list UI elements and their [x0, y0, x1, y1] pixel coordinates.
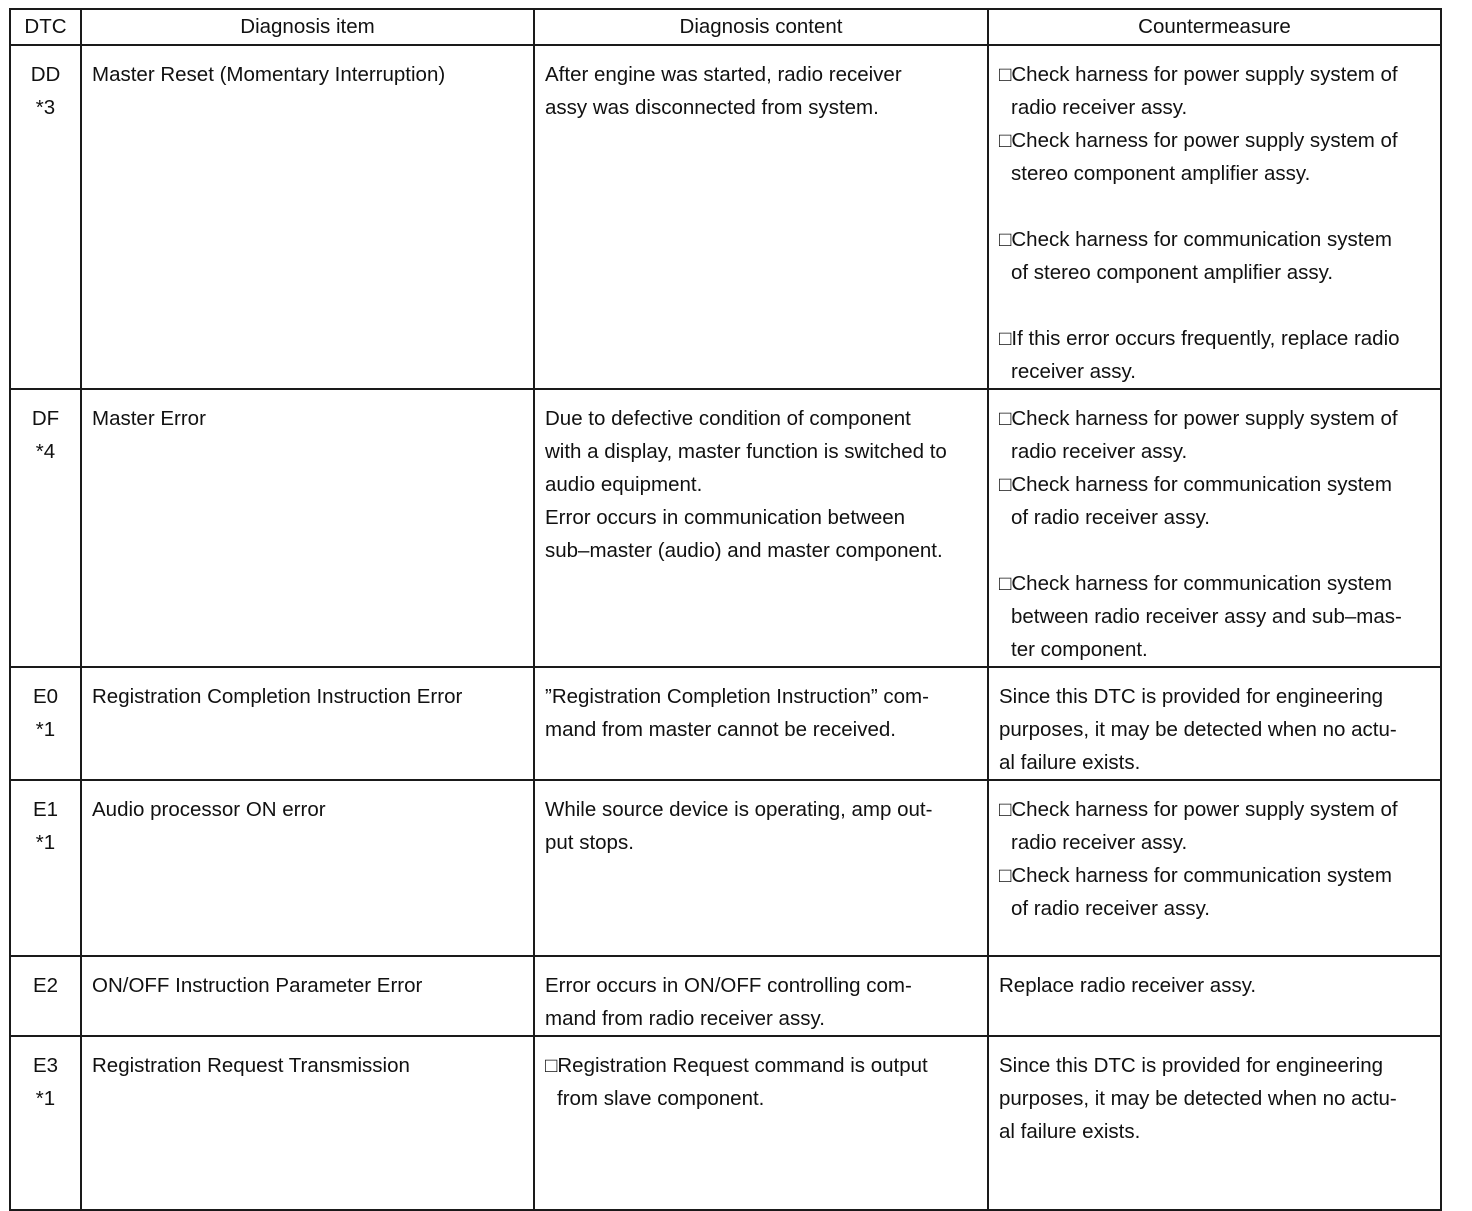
- diagnosis-content: ”Registration Completion Instruction” com- mand from master cannot be received.: [534, 667, 988, 780]
- countermeasure-item: □Check harness for communication system of radio receiver assy.: [999, 864, 1392, 920]
- countermeasure: [988, 780, 1441, 956]
- dtc-code-cell: [10, 667, 81, 780]
- diagnosis-content: After engine was started, radio receiver assy was disconnected from system.: [534, 45, 988, 389]
- countermeasure: Replace radio receiver assy.: [988, 956, 1441, 1036]
- countermeasure: [988, 45, 1441, 389]
- dtc-code: DD: [30, 63, 61, 86]
- dtc-code-cell: [10, 956, 81, 1036]
- table-row: [10, 1036, 1441, 1210]
- countermeasure-item: □Check harness for power supply system of radio receiver assy.: [999, 407, 1398, 463]
- dtc-note: *1: [35, 718, 56, 741]
- diagnosis-item: Audio processor ON error: [81, 780, 534, 956]
- countermeasure: Since this DTC is provided for engineering purposes, it may be detected when no actu- al failure exists.: [988, 667, 1441, 780]
- countermeasure: [988, 389, 1441, 667]
- diagnosis-item: Master Error: [81, 389, 534, 667]
- table-row: [10, 389, 1441, 667]
- header-countermeasure: Countermeasure: [988, 9, 1441, 45]
- dtc-code-cell: [10, 1036, 81, 1210]
- countermeasure-item: □Check harness for communication system of stereo component amplifier assy.: [999, 228, 1392, 284]
- header-dtc: DTC: [10, 9, 81, 45]
- table-row: [10, 45, 1441, 389]
- dtc-code-cell: [10, 389, 81, 667]
- dtc-code-cell: [10, 45, 81, 389]
- header-diagnosis-content: Diagnosis content: [534, 9, 988, 45]
- dtc-code: DF: [31, 407, 60, 430]
- diagnosis-item: ON/OFF Instruction Parameter Error: [81, 956, 534, 1036]
- diagnosis-content: Due to defective condition of component with a display, master function is switched to audio equipment. Error occurs in communication between sub–master (audio) and master component.: [534, 389, 988, 667]
- dtc-code: E3: [32, 1054, 59, 1077]
- diagnosis-item: Registration Completion Instruction Error: [81, 667, 534, 780]
- table-row: [10, 780, 1441, 956]
- countermeasure: Since this DTC is provided for engineering purposes, it may be detected when no actu- al failure exists.: [988, 1036, 1441, 1210]
- dtc-note: *4: [35, 440, 56, 463]
- dtc-code: E2: [32, 974, 59, 997]
- countermeasure-item: □Check harness for communication system of radio receiver assy.: [999, 473, 1392, 529]
- dtc-note: *3: [35, 96, 56, 119]
- dtc-code: E1: [32, 798, 59, 821]
- diagnosis-content: While source device is operating, amp out- put stops.: [534, 780, 988, 956]
- countermeasure-item: □Check harness for communication system between radio receiver assy and sub–mas- ter component.: [999, 572, 1402, 661]
- diagnosis-item: Registration Request Transmission: [81, 1036, 534, 1210]
- countermeasure-item: □Check harness for power supply system of radio receiver assy.: [999, 63, 1398, 119]
- header-diagnosis-item: Diagnosis item: [81, 9, 534, 45]
- dtc-note: *1: [35, 831, 56, 854]
- header-row: [10, 9, 1441, 45]
- content-item: □Registration Request command is output from slave component.: [545, 1054, 928, 1110]
- countermeasure-item: □Check harness for power supply system of radio receiver assy.: [999, 798, 1398, 854]
- dtc-table: [9, 8, 1442, 1211]
- dtc-note: *1: [35, 1087, 56, 1110]
- table-row: [10, 956, 1441, 1036]
- countermeasure-item: □Check harness for power supply system of stereo component amplifier assy.: [999, 129, 1398, 185]
- diagnosis-content: [534, 1036, 988, 1210]
- dtc-code: E0: [32, 685, 59, 708]
- dtc-code-cell: [10, 780, 81, 956]
- diagnosis-content: Error occurs in ON/OFF controlling com- mand from radio receiver assy.: [534, 956, 988, 1036]
- table-row: [10, 667, 1441, 780]
- countermeasure-item: □If this error occurs frequently, replace radio receiver assy.: [999, 327, 1400, 383]
- diagnosis-item: Master Reset (Momentary Interruption): [81, 45, 534, 389]
